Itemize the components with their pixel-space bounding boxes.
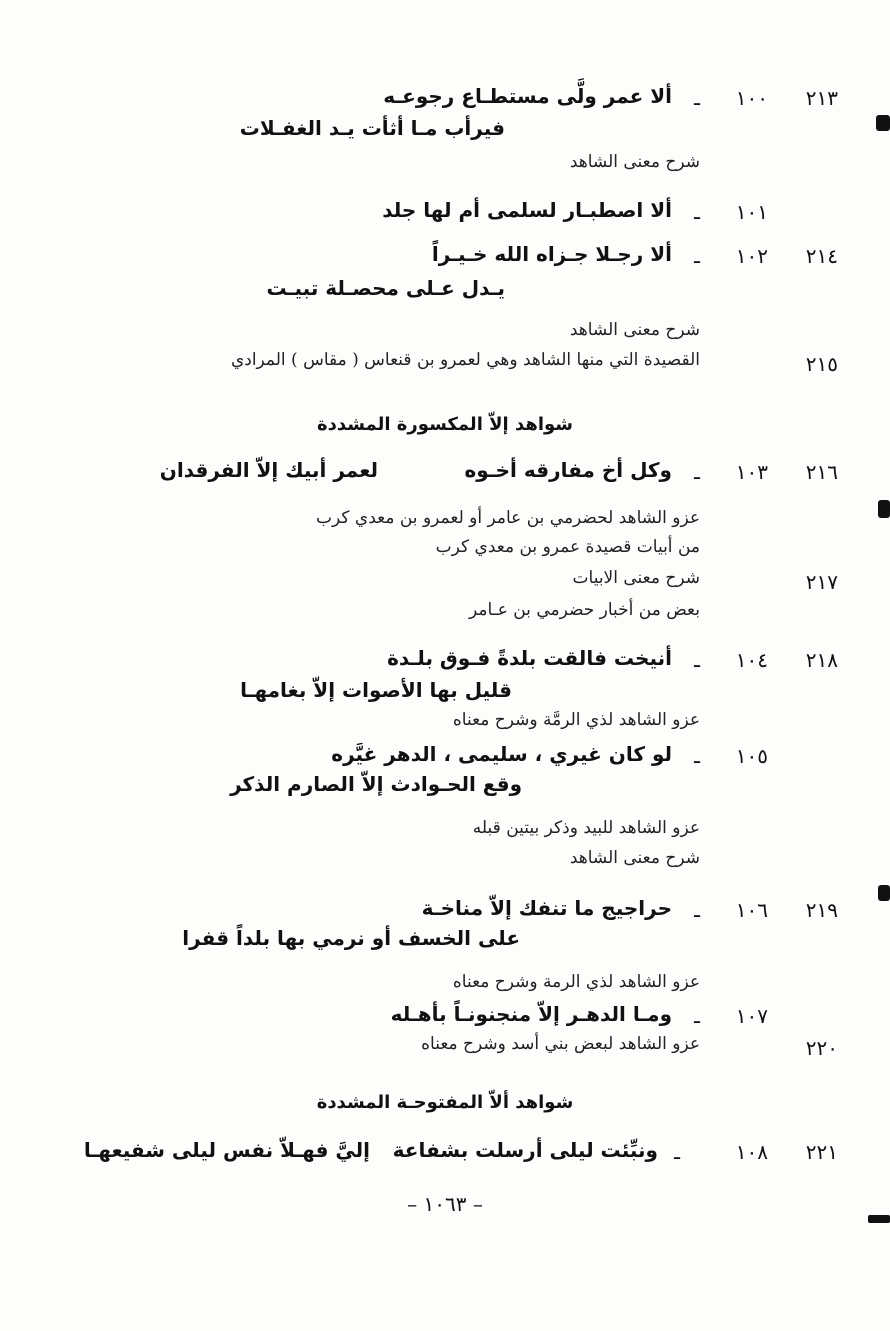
scan-edge-mark [868, 1215, 890, 1223]
verse-line: لو كان غيري ، سليمى ، الدهر غيَّره [331, 742, 672, 766]
verse-line: ألا اصطبـار لسلمى أم لها جلد [382, 198, 672, 222]
verse-number: ١٠٨ [735, 1140, 768, 1164]
entry-number: ٢٢٠ [805, 1036, 838, 1060]
scan-edge-mark [878, 885, 890, 901]
note-line: عزو الشاهد لذي الرمة وشرح معناه [452, 972, 700, 992]
note-line: بعض من أخبار حضرمي بن عـامر [469, 600, 700, 620]
dash: ـ [694, 86, 700, 110]
entry-number: ٢١٧ [805, 570, 838, 594]
verse-line: فيرأب مـا أثأت يـد الغفـلات [239, 116, 505, 140]
note-line: عزو الشاهد للبيد وذكر بيتين قبله [472, 818, 700, 838]
verse-number: ١٠٢ [735, 244, 768, 268]
verse-hemistich-1: وكل أخ مفارقه أخـوه [464, 458, 672, 482]
note-line: عزو الشاهد لذي الرمَّة وشرح معناه [452, 710, 700, 730]
verse-number: ١٠٠ [735, 86, 768, 110]
section-heading: شواهد ألاّ المفتوحـة المشددة [316, 1092, 574, 1113]
note-line: عزو الشاهد لحضرمي بن عامر أو لعمرو بن معدي كرب [316, 508, 700, 528]
verse-number: ١٠٣ [735, 460, 768, 484]
entry-number: ٢١٤ [805, 244, 838, 268]
verse-number: ١٠٦ [735, 898, 768, 922]
verse-line: يـدل عـلى محصـلة تبيـت [266, 276, 505, 300]
dash: ـ [694, 244, 700, 268]
verse-number: ١٠٥ [735, 744, 768, 768]
section-heading: شواهد إلاّ المكسورة المشددة [316, 414, 574, 435]
scan-edge-mark [876, 115, 890, 131]
verse-line: وقع الحـوادث إلاّ الصارم الذكر [230, 772, 522, 796]
entry-number: ٢١٩ [805, 898, 838, 922]
verse-line: حراجيج ما تنفك إلاّ مناخـة [421, 896, 672, 920]
verse-number: ١٠١ [735, 200, 768, 224]
verse-line: أنيخت فالقت بلدةً فـوق بلـدة [387, 646, 672, 670]
dash: ـ [694, 648, 700, 672]
verse-line: على الخسف أو نرمي بها بلداً قفرا [182, 926, 520, 950]
verse-hemistich-2: إليَّ فهـلاّ نفس ليلى شفيعهـا [83, 1138, 370, 1162]
entry-number: ٢١٨ [805, 648, 838, 672]
dash: ـ [674, 1140, 680, 1164]
verse-number: ١٠٧ [735, 1004, 768, 1028]
note-line: شرح معنى الابيات [572, 568, 700, 588]
note-line: شرح معنى الشاهد [569, 152, 700, 172]
dash: ـ [694, 460, 700, 484]
entry-number: ٢١٦ [805, 460, 838, 484]
verse-number: ١٠٤ [735, 648, 768, 672]
dash: ـ [694, 898, 700, 922]
page-number: – ١٠٦٣ – [407, 1192, 483, 1216]
entry-number: ٢٢١ [805, 1140, 838, 1164]
note-line: عزو الشاهد لبعض بني أسد وشرح معناه [421, 1034, 700, 1054]
note-line: شرح معنى الشاهد [569, 320, 700, 340]
note-line: القصيدة التي منها الشاهد وهي لعمرو بن قنعاس ( مقاس ) المرادي [230, 350, 700, 370]
verse-line: ألا عمر ولَّى مستطـاع رجوعـه [383, 84, 672, 108]
verse-line: ألا رجـلا جـزاه الله خـيـراً [431, 242, 672, 266]
scan-edge-mark [878, 500, 890, 518]
verse-line: قليل بها الأصوات إلاّ بغامهـا [240, 678, 512, 702]
verse-hemistich-2: لعمر أبيك إلاّ الفرقدان [159, 458, 378, 482]
note-line: شرح معنى الشاهد [569, 848, 700, 868]
verse-hemistich-1: ونبِّئت ليلى أرسلت بشفاعة [392, 1138, 658, 1162]
entry-number: ٢١٣ [805, 86, 838, 110]
dash: ـ [694, 200, 700, 224]
note-line: من أبيات قصيدة عمرو بن معدي كرب [435, 537, 700, 557]
dash: ـ [694, 744, 700, 768]
entry-number: ٢١٥ [805, 352, 838, 376]
verse-line: ومـا الدهـر إلاّ منجنونـاً بأهـله [390, 1002, 672, 1026]
dash: ـ [694, 1004, 700, 1028]
